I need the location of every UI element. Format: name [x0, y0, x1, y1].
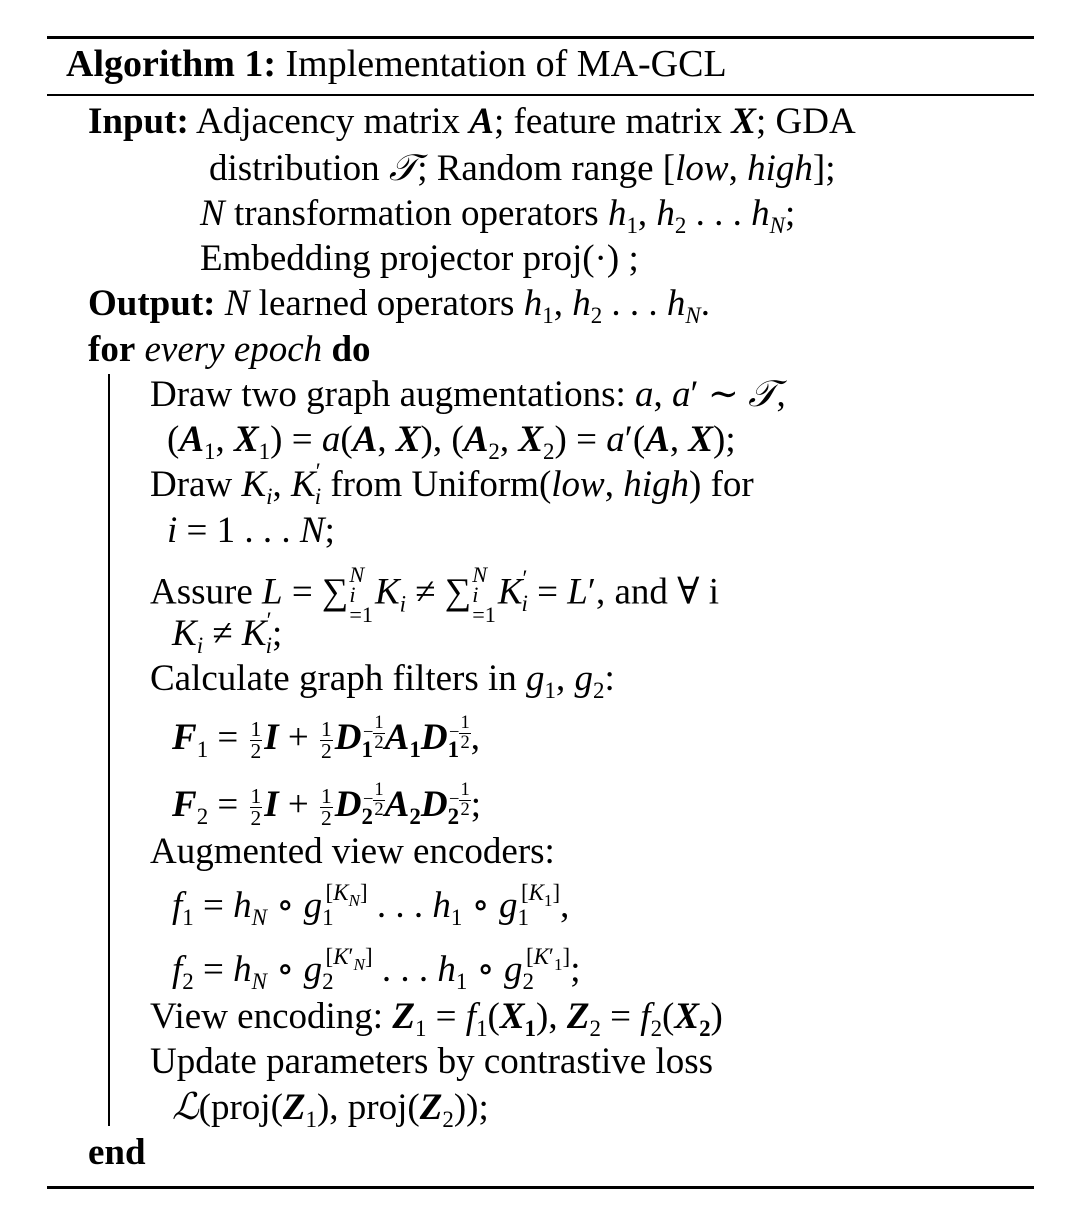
end-line: [88, 1131, 146, 1175]
step-update-parameters: Update parameters by contrastive loss: [150, 1041, 714, 1082]
loop-body-bar: [108, 374, 110, 1126]
view-encoding-label: View encoding:: [150, 996, 384, 1037]
step-encoders-label: Augmented view encoders:: [150, 831, 555, 872]
input-line-1: [88, 100, 856, 144]
output-keyword: Output:: [88, 283, 216, 324]
top-rule: [47, 36, 1034, 39]
bottom-rule: [47, 1186, 1034, 1189]
for-line: [88, 328, 371, 372]
step-augmented-views: ($A_1$, $X_1) = a(A$, X), ($A_2$, $X_2) = a'(A$, X);: [167, 419, 736, 465]
draw-aug-label: Draw two graph augmentations:: [150, 374, 626, 415]
step-assure-inequality: $K_i \ne K'_i$;: [172, 607, 283, 659]
loss-equation: $ℒ(proj(Z_1)$, $proj(Z_2)$);: [172, 1085, 489, 1133]
step-assure: Assure L = ∑ N i =1 $K_i$ ≠ ∑ N i =1 $K'_i = L'$, and ∀ i: [150, 562, 719, 627]
assure-label: Assure: [150, 571, 253, 613]
algorithm-title: [66, 40, 727, 88]
input-line-3: N transformation operators $h_1$, $h_2$ . . . $h_N$;: [200, 193, 796, 239]
algorithm-label: Algorithm 1:: [66, 43, 277, 85]
input-text-1: Adjacency matrix A; feature matrix X; GDA: [196, 101, 856, 142]
filter-equation-1: $F_1$ = $\frac{1}{2}$ I + $\frac{1}{2}$ $D_1-$ $\frac{1}{2}$ $A_1D_1-$ $\frac{1}{2}$ ,: [172, 713, 480, 764]
calc-filters-label: Calculate graph filters in: [150, 658, 517, 699]
input-line-4: Embedding projector proj(·) ;: [200, 238, 639, 279]
input-line-2: distribution 𝒯; Random range [low, high];: [209, 146, 836, 189]
for-keyword: for: [88, 329, 136, 370]
input-keyword: Input:: [88, 101, 189, 142]
step-index-range: i = 1 . . . N;: [167, 510, 335, 551]
encoder-equation-2: $f_2 = h_N$ ∘ $g_2[K'N]$ . . . $h_1$ ∘ $g_2[K'1]$;: [172, 943, 581, 995]
draw-k-label: Draw: [150, 464, 233, 505]
step-draw-k: Draw $K_i$, $K'_i$ from Uniform(low, high) for: [150, 458, 754, 510]
step-view-encoding: View encoding: $Z_1 = f_1(X_1)$, $Z_2 = f_2(X_2)$: [150, 996, 723, 1042]
draw-k-for: for: [710, 464, 754, 505]
loop-condition: every epoch: [144, 329, 323, 370]
draw-k-from: from Uniform: [330, 464, 539, 505]
step-calc-filters: Calculate graph filters in $g_1$, $g_2$:: [150, 658, 615, 704]
header-rule: [47, 94, 1034, 96]
do-keyword: do: [331, 329, 371, 370]
encoder-equation-1: $f_1 = h_N$ ∘ $g_1[KN]$ . . . $h_1$ ∘ $g_1[K1]$,: [172, 879, 570, 931]
algorithm-name: Implementation of MA-GCL: [285, 43, 727, 85]
filter-equation-2: $F_2$ = $\frac{1}{2}$ I + $\frac{1}{2}$ $D_2-$ $\frac{1}{2}$ $A_2D_2-$ $\frac{1}{2}$ ;: [172, 780, 481, 831]
output-line: Output: N learned operators $h_1$, $h_2$ . . . $h_N$.: [88, 283, 710, 329]
assure-for-all: and ∀ i: [614, 571, 719, 613]
end-keyword: end: [88, 1132, 146, 1173]
step-draw-augmentations: Draw two graph augmentations: a, a′ ∼ 𝒯,: [150, 372, 786, 415]
